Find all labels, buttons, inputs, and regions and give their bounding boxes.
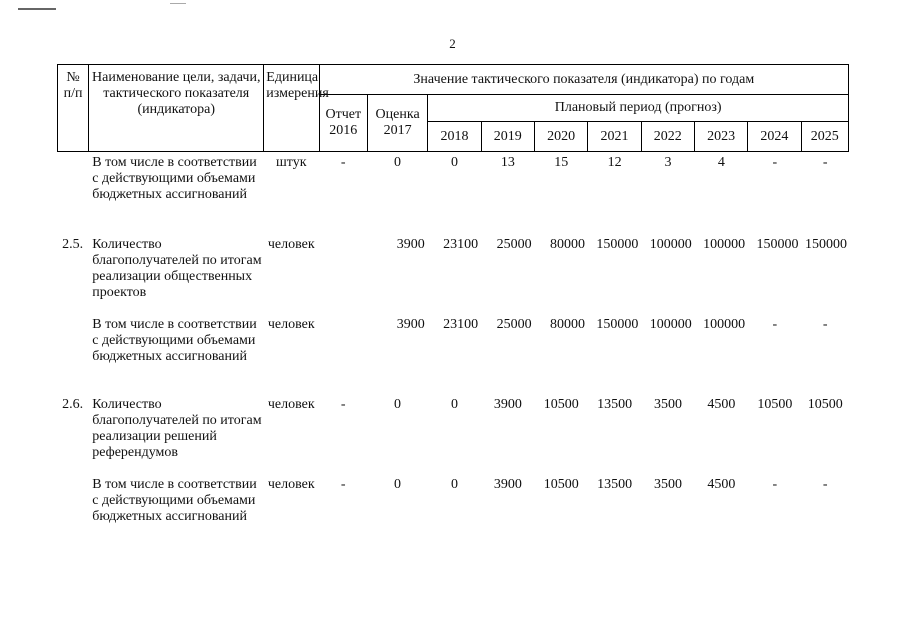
header-num: № п/п <box>58 65 89 152</box>
header-year: 2021 <box>588 122 641 152</box>
row-name: Количество благополучателей по итогам реализации общественных проектов <box>92 237 262 300</box>
row-value: 0 <box>450 155 458 170</box>
row-value: 150000 <box>805 237 847 252</box>
row-value: 150000 <box>756 237 799 252</box>
header-year: 2020 <box>534 122 587 152</box>
row-value: 23100 <box>443 317 479 332</box>
row-num: 2.6. <box>62 397 84 412</box>
row-value: 13500 <box>597 397 633 412</box>
row-report: - <box>340 397 346 412</box>
row-value: - <box>822 155 828 170</box>
row-value: 3900 <box>493 477 522 492</box>
row-unit: штук <box>276 155 307 170</box>
row-value: 80000 <box>549 317 585 332</box>
row-value: 80000 <box>549 237 585 252</box>
row-report <box>319 313 367 393</box>
row-estimate: 3900 <box>396 237 425 252</box>
row-value: 10500 <box>807 397 843 412</box>
row-value: 150000 <box>596 237 639 252</box>
data-table <box>57 151 849 549</box>
page-number: 2 <box>449 36 456 51</box>
row-value: 3500 <box>654 397 683 412</box>
row-name: В том числе в соответствии с действующими объемами бюджетных ассигнований <box>92 317 257 364</box>
row-report: - <box>340 477 346 492</box>
row-report: - <box>340 155 346 170</box>
row-value: - <box>822 317 828 332</box>
row-value: 100000 <box>703 237 746 252</box>
header-planned: Плановый период (прогноз) <box>428 95 849 122</box>
row-estimate: 0 <box>394 397 402 412</box>
row-value: 13500 <box>597 477 633 492</box>
row-value: 15 <box>554 155 569 170</box>
row-estimate: 0 <box>394 477 402 492</box>
row-unit: человек <box>267 317 315 332</box>
row-name: В том числе в соответствии с действующими объемами бюджетных ассигнований <box>92 155 257 202</box>
header-name: Наименование цели, задачи, тактического показателя (индикатора) <box>89 65 264 152</box>
row-value: 0 <box>450 477 458 492</box>
row-value: - <box>772 477 778 492</box>
header-year: 2023 <box>694 122 747 152</box>
row-unit: человек <box>267 397 315 412</box>
table-row <box>57 473 849 549</box>
header-report: Отчет 2016 <box>319 95 367 152</box>
table-row <box>57 233 849 313</box>
row-num <box>57 313 88 393</box>
row-value: 100000 <box>703 317 746 332</box>
row-name: В том числе в соответствии с действующими объемами бюджетных ассигнований <box>92 477 257 524</box>
row-value: 100000 <box>649 317 692 332</box>
row-estimate: 3900 <box>396 317 425 332</box>
row-unit: человек <box>267 237 315 252</box>
row-num <box>57 473 88 549</box>
row-value: 10500 <box>543 397 579 412</box>
row-value: 4500 <box>707 477 736 492</box>
row-value: 0 <box>450 397 458 412</box>
row-value: - <box>772 317 778 332</box>
header-estimate: Оценка 2017 <box>367 95 427 152</box>
header-year: 2019 <box>481 122 534 152</box>
table-row <box>57 313 849 393</box>
scan-artifact <box>170 3 186 4</box>
row-value: 100000 <box>649 237 692 252</box>
header-values-title: Значение тактического показателя (индикатора) по годам <box>319 65 848 95</box>
row-value: 4 <box>717 155 725 170</box>
row-value: 23100 <box>443 237 479 252</box>
header-unit: Единица измерения <box>264 65 319 152</box>
row-value: - <box>822 477 828 492</box>
scan-artifact <box>18 8 56 10</box>
header-year: 2018 <box>428 122 481 152</box>
header-table <box>57 64 849 152</box>
row-value: 13 <box>500 155 515 170</box>
row-value: 3900 <box>493 397 522 412</box>
header-year: 2024 <box>748 122 801 152</box>
row-value: 150000 <box>596 317 639 332</box>
row-report <box>319 233 367 313</box>
row-name: Количество благополучателей по итогам реализации решений референдумов <box>92 397 262 460</box>
table-row <box>57 151 849 233</box>
header-year: 2022 <box>641 122 694 152</box>
row-value: 25000 <box>496 237 532 252</box>
table-row <box>57 393 849 473</box>
row-num <box>57 151 88 233</box>
row-estimate: 0 <box>394 155 402 170</box>
row-value: 12 <box>607 155 622 170</box>
row-value: 10500 <box>543 477 579 492</box>
row-value: 25000 <box>496 317 532 332</box>
row-value: - <box>772 155 778 170</box>
row-value: 10500 <box>757 397 793 412</box>
row-value: 3 <box>664 155 672 170</box>
row-num: 2.5. <box>62 237 84 252</box>
row-value: 4500 <box>707 397 736 412</box>
header-year: 2025 <box>801 122 848 152</box>
row-value: 3500 <box>654 477 683 492</box>
row-unit: человек <box>267 477 315 492</box>
